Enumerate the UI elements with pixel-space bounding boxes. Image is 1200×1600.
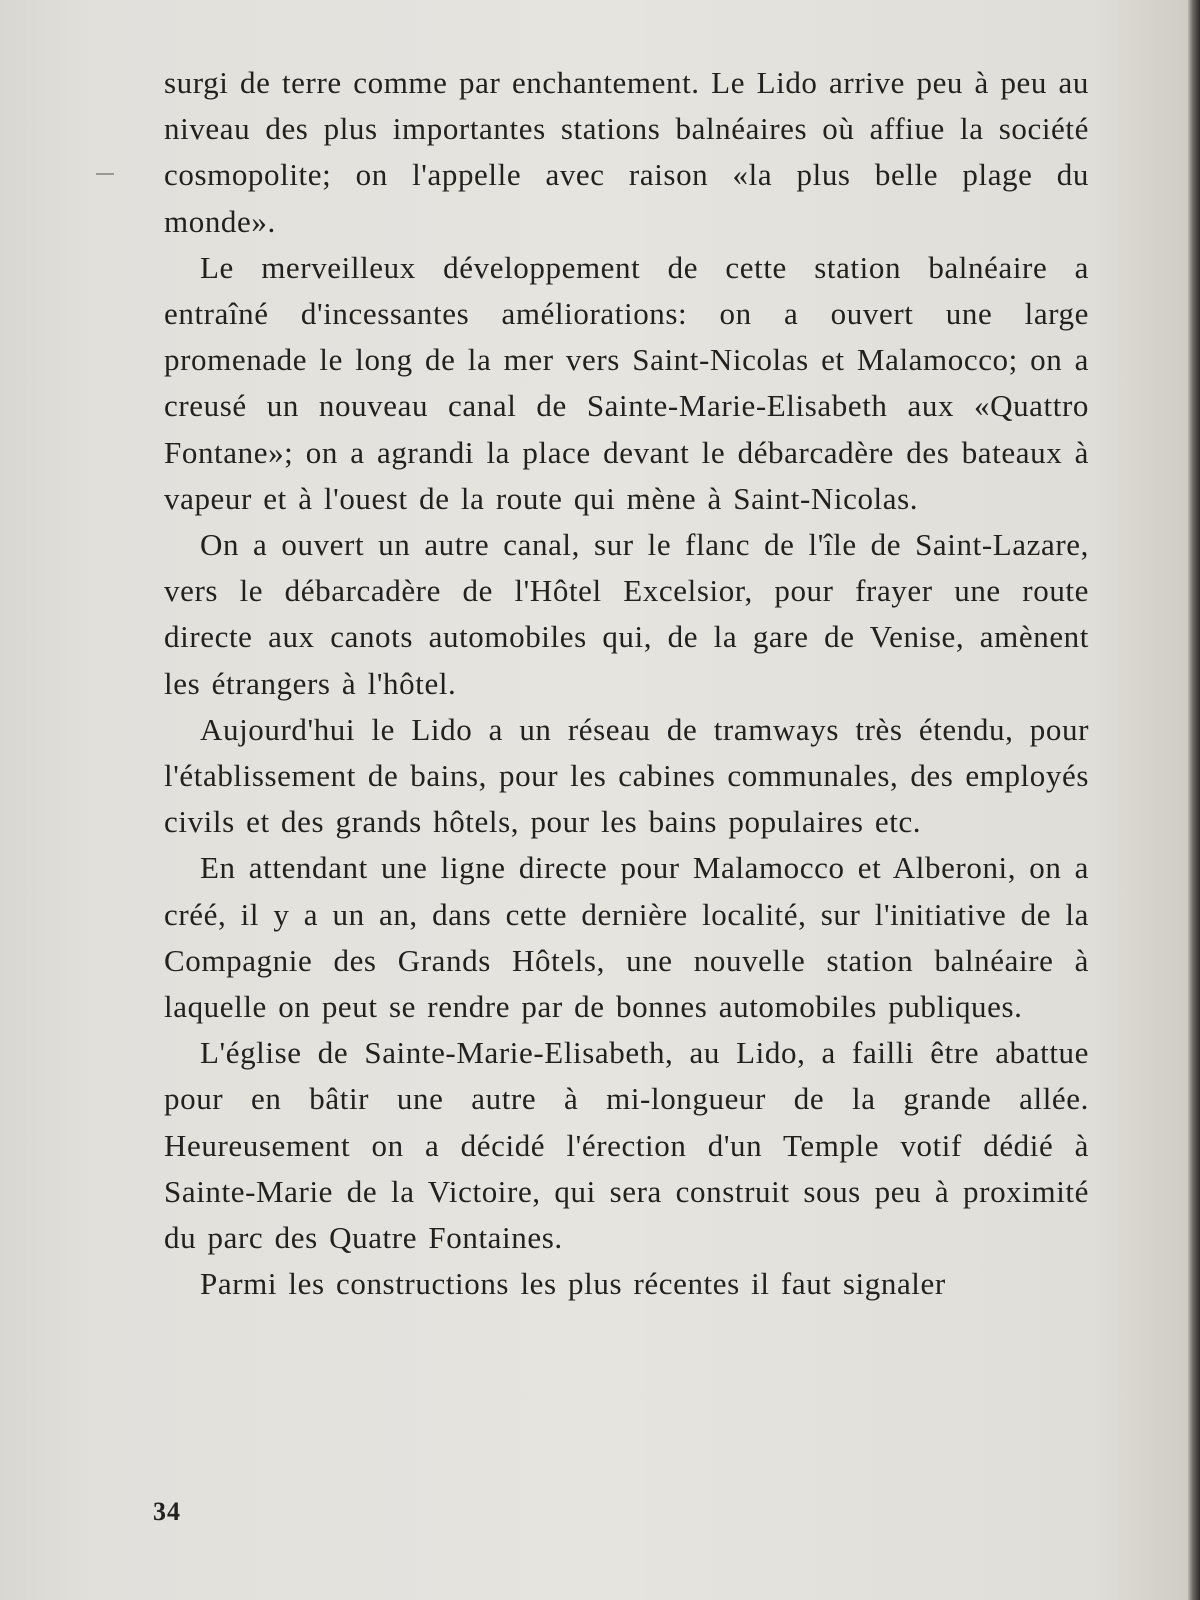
paragraph-tramways: Aujourd'hui le Lido a un réseau de tramways très étendu, pour l'établissement de bains, pour les cabines communales, des employés civils et des grands hôtels, pour les bains populaires etc.: [164, 711, 1089, 840]
paragraph-lido-growth: surgi de terre comme par enchantement. Le Lido arrive peu à peu au niveau des plus importantes stations balnéaires où affiue la société cosmopolite; on l'appelle avec raison «la plus belle plage du monde».: [164, 65, 1089, 239]
paragraph-improvements: Le merveilleux développement de cette station balnéaire a entraîné d'incessantes améliorations: on a ouvert une large promenade le long de la mer vers Saint-Nicolas et Malamocco; on a creusé un nouveau canal de Sainte-Marie-Elisabeth aux «Quattro Fontane»; on a agrandi la place devant le débarcadère des bateaux à vapeur et à l'ouest de la route qui mène à Saint-Nicolas.: [164, 249, 1089, 516]
body-text: [164, 60, 1089, 1307]
paragraph-constructions: Parmi les constructions les plus récentes il faut signaler: [200, 1266, 946, 1302]
paragraph-alberoni: En attendant une ligne directe pour Malamocco et Alberoni, on a créé, il y a un an, dans cette dernière localité, sur l'initiative de la Compagnie des Grands Hôtels, une nouvelle station balnéaire à laquelle on peut se rendre par de bonnes automobiles publiques.: [164, 850, 1089, 1025]
paragraph-new-canal: On a ouvert un autre canal, sur le flanc de l'île de Saint-Lazare, vers le débarcadère de l'Hôtel Excelsior, pour frayer une route directe aux canots automobiles qui, de la gare de Venise, amènent les étrangers à l'hôtel.: [164, 527, 1089, 701]
page-number: 34: [153, 1497, 181, 1526]
paragraph-church: L'église de Sainte-Marie-Elisabeth, au Lido, a failli être abattue pour en bâtir une autre à mi-longueur de la grande allée. Heureusement on a décidé l'érection d'un Temple votif dédié à Sainte-Marie de la Victoire, qui sera construit sous peu à proximité du parc des Quatre Fontaines.: [164, 1035, 1089, 1256]
margin-mark: [96, 173, 114, 175]
page-edge-shadow: [1188, 0, 1200, 1600]
